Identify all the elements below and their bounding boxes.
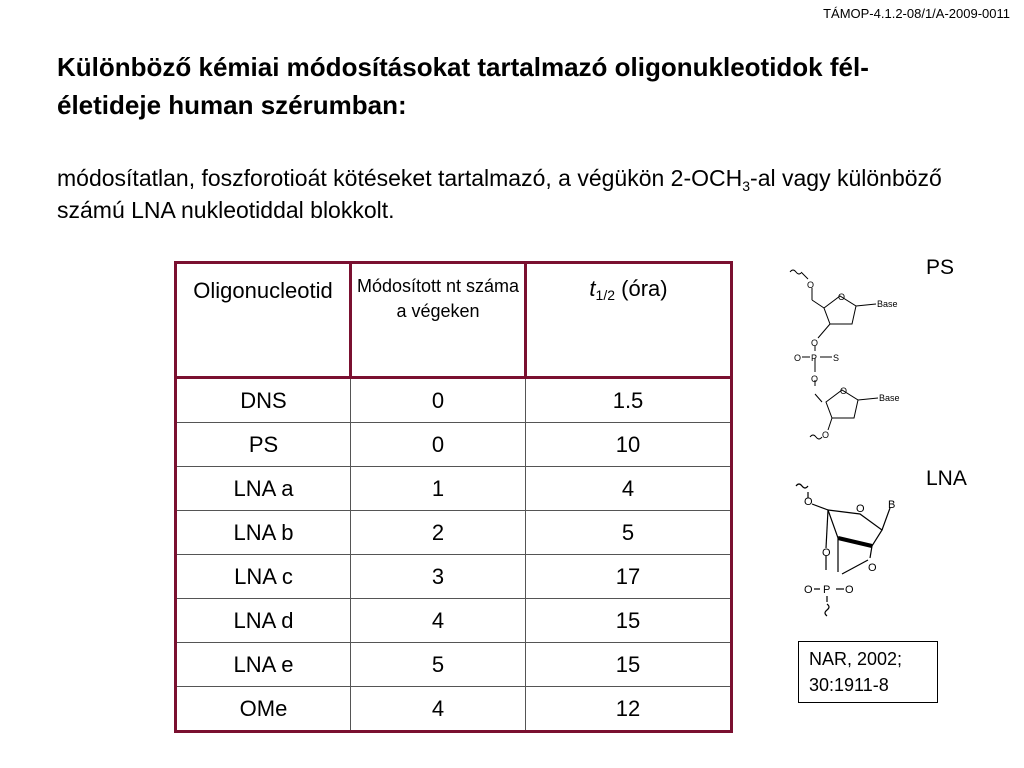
subtitle-part1: módosítatlan, foszforotioát kötéseket tartalmazó, a végükön 2-OCH [57,165,743,191]
ps-o2-text: O [811,338,819,348]
cell-count: 4 [351,687,526,732]
ps-base2-text: Base [879,393,900,403]
lna-label: LNA [926,467,967,490]
ps-structure-diagram [782,262,922,452]
table-row [176,643,732,687]
lna-o-ring-text: O [856,503,865,515]
subtitle-subscript: 3 [742,178,751,194]
lna-o1-text: O [804,496,813,508]
cell-name: PS [176,423,351,467]
table-row [176,511,732,555]
header-modified-count: Módosított nt száma a végeken [351,263,526,378]
lna-o-dbl-text: O [804,584,813,596]
ps-o-ring2-text: O [840,386,848,396]
cell-name: LNA c [176,555,351,599]
cell-name: DNS [176,378,351,423]
lna-o2-text: O [822,547,831,559]
table-row [176,378,732,423]
ps-p-text: P [811,353,818,363]
ps-o3-text: O [811,374,819,384]
cell-count: 1 [351,467,526,511]
cell-half-life: 10 [526,423,732,467]
lna-structure-diagram [782,478,912,618]
ps-o-dbl-text: O [794,353,802,363]
cell-count: 3 [351,555,526,599]
header-half-life [526,263,732,378]
cell-half-life: 17 [526,555,732,599]
table-row [176,423,732,467]
cell-count: 0 [351,423,526,467]
cell-name: LNA e [176,643,351,687]
cell-count: 5 [351,643,526,687]
header-oligonucleotide: Oligonucleotid [176,263,351,378]
table-header-row [176,263,732,378]
cell-count: 4 [351,599,526,643]
lna-b-text: B [888,499,896,511]
ps-o4-text: O [822,430,830,440]
subtitle-part2: -al vagy különböző számú LNA nukleotiddal blokkolt. [57,165,942,223]
lna-o-bridge-text: O [868,562,877,574]
project-code: TÁMOP-4.1.2-08/1/A-2009-0011 [823,6,1010,21]
ps-o1-text: O [807,280,815,290]
ps-o-ring1-text: O [838,292,846,302]
reference-line1: NAR, 2002; [809,649,903,669]
ps-base1-text: Base [877,299,898,309]
cell-half-life: 4 [526,467,732,511]
ps-s-text: S [833,353,840,363]
header-half-life-sub: 1/2 [595,287,616,303]
cell-half-life: 12 [526,687,732,732]
cell-name: LNA a [176,467,351,511]
cell-half-life: 15 [526,599,732,643]
header-half-life-unit: (óra) [615,276,668,301]
reference-box [798,641,938,703]
ps-label: PS [926,256,955,279]
cell-name: LNA b [176,511,351,555]
cell-count: 0 [351,378,526,423]
reference-line2: 30:1911-8 [809,675,889,695]
slide-title: Különböző kémiai módosításokat tartalmazó oligonukleotidok fél-életideje human szérumban: [57,52,869,120]
half-life-table [174,261,733,733]
cell-half-life: 15 [526,643,732,687]
cell-count: 2 [351,511,526,555]
table-row [176,467,732,511]
table-row [176,599,732,643]
table-row [176,555,732,599]
table-row [176,687,732,732]
lna-o-neg-text: O [845,584,854,596]
slide-subtitle [57,162,987,226]
cell-half-life: 1.5 [526,378,732,423]
header-half-life-t: t [589,276,596,301]
cell-half-life: 5 [526,511,732,555]
cell-name: OMe [176,687,351,732]
cell-name: LNA d [176,599,351,643]
lna-p-text: P [823,584,831,596]
